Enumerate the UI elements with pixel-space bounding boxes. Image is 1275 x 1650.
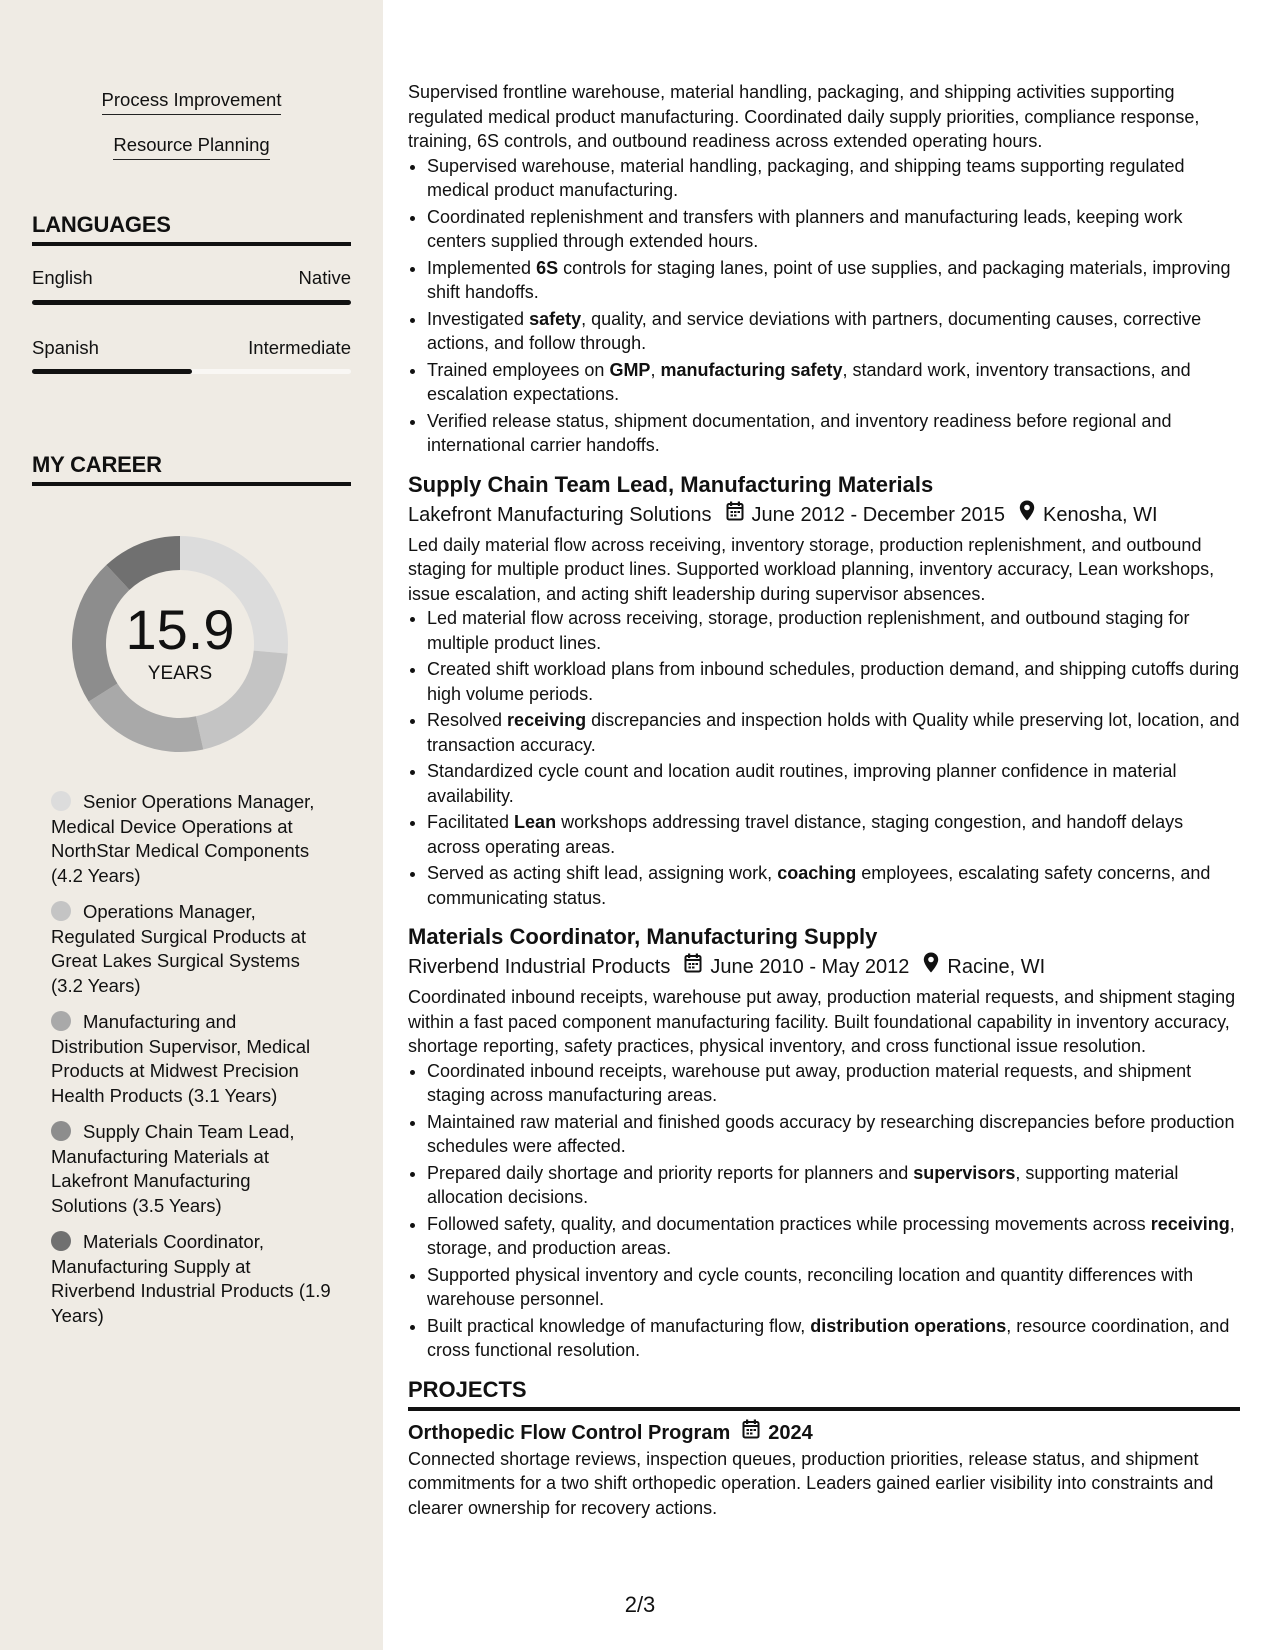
bullet-item: • Led material flow across receiving, storage, production replenishment, and outbound staging for multiple product lines.: [427, 606, 1240, 655]
project-description: Connected shortage reviews, inspection queues, production priorities, release status, and shipment commitments for a two shift orthopedic operation. Leaders gained earlier visibility into constraints and clearer ownership for recovery actions.: [408, 1448, 1214, 1518]
job-dates: June 2012 - December 2015: [751, 503, 1006, 526]
bullet-item: • Coordinated replenishment and transfers with planners and manufacturing leads, keeping work centers supplied through extended hours.: [427, 205, 1240, 254]
calendar-icon: [726, 500, 744, 530]
career-legend-item: Supply Chain Team Lead, Manufacturing Materials at Lakefront Manufacturing Solutions (3.5 Years): [51, 1121, 295, 1216]
legend-dot-icon: [51, 901, 71, 921]
bullet-item: • Supervised warehouse, material handling, packaging, and shipping teams supporting regulated medical product manufacturing.: [427, 154, 1240, 203]
job-location: Kenosha, WI: [1043, 503, 1158, 526]
job-bullets: [408, 1059, 1240, 1363]
bullet-item: • Built practical knowledge of manufacturing flow, distribution operations, resource coordination, and cross functional resolution.: [427, 1314, 1240, 1363]
role-summary: Supervised frontline warehouse, material handling, packaging, and shipping activities supporting regulated medical product manufacturing. Coordinated daily supply priorities, compliance response, training, 6S controls, and outbound readiness across extended operating hours.: [408, 82, 1200, 151]
bullet-item: • Created shift workload plans from inbound schedules, production demand, and shipping cutoffs during high volume periods.: [427, 657, 1240, 706]
language-row: [32, 337, 351, 359]
job-bullets: [408, 606, 1240, 910]
career-legend-item: Manufacturing and Distribution Supervisor, Medical Products at Midwest Precision Health Products (3.1 Years): [51, 1011, 311, 1106]
legend-dot-icon: [51, 1121, 71, 1141]
job-dates: June 2010 - May 2012: [710, 956, 910, 978]
language-name: English: [32, 267, 93, 288]
job-meta: [408, 500, 1240, 530]
job-title: Materials Coordinator, Manufacturing Supply: [408, 924, 878, 949]
location-pin-icon: [923, 952, 939, 982]
job-summary: Led daily material flow across receiving, inventory storage, production replenishment, and outbound staging for multiple product lines. Supported workload planning, inventory accuracy, Lean workshops, issue escalation, and acting shift leadership during supervisor absences.: [408, 534, 1215, 604]
job-location: Racine, WI: [947, 956, 1046, 978]
language-level: Native: [298, 267, 351, 288]
skill-item: Resource Planning: [0, 133, 383, 160]
career-heading: MY CAREER: [32, 452, 351, 486]
bullet-item: • Standardized cycle count and location audit routines, improving planner confidence in material availability.: [427, 759, 1240, 808]
legend-dot-icon: [51, 791, 71, 811]
bullet-item: • Supported physical inventory and cycle counts, reconciling location and quantity differences with warehouse personnel.: [427, 1263, 1240, 1312]
role-bullets: [408, 154, 1240, 458]
bullet-item: • Facilitated Lean workshops addressing travel distance, staging congestion, and handoff delays across operating areas.: [427, 810, 1240, 859]
location-pin-icon: [1019, 500, 1035, 530]
career-legend: [51, 790, 331, 1340]
bullet-item: • Verified release status, shipment documentation, and inventory readiness before regional and international carrier handoffs.: [427, 409, 1240, 458]
bullet-item: • Implemented 6S controls for staging lanes, point of use supplies, and packaging materials, improving shift handoffs.: [427, 256, 1240, 305]
bullet-item: • Resolved receiving discrepancies and inspection holds with Quality while preserving lot, location, and transaction accuracy.: [427, 708, 1240, 757]
language-level: Intermediate: [248, 337, 351, 358]
language-row: [32, 267, 351, 289]
bullet-item: • Maintained raw material and finished goods accuracy by researching discrepancies before production schedules were affected.: [427, 1110, 1240, 1159]
bullet-item: • Followed safety, quality, and documentation practices while processing movements across receiving, storage, and production areas.: [427, 1212, 1240, 1261]
career-legend-item: Senior Operations Manager, Medical Device Operations at NorthStar Medical Components (4.2 Years): [51, 791, 315, 886]
projects-heading: PROJECTS: [408, 1377, 1240, 1411]
main-content: [408, 0, 1240, 1520]
job-summary: Coordinated inbound receipts, warehouse put away, production material requests, and shipment staging within a fast paced component manufacturing facility. Built foundational capability in inventory accuracy, shortage reporting, safety practices, physical inventory, and cross functional issue resolution.: [408, 987, 1236, 1056]
job-title: Supply Chain Team Lead, Manufacturing Materials: [408, 471, 934, 497]
bullet-item: • Coordinated inbound receipts, warehouse put away, production material requests, and shipment staging across manufacturing areas.: [427, 1059, 1240, 1108]
bullet-item: • Served as acting shift lead, assigning work, coaching employees, escalating safety concerns, and communicating status.: [427, 861, 1240, 910]
legend-dot-icon: [51, 1011, 71, 1031]
project-name: Orthopedic Flow Control Program: [408, 1421, 731, 1444]
language-bar: [32, 369, 351, 374]
calendar-icon: [742, 1419, 760, 1447]
project-year: 2024: [768, 1421, 813, 1444]
language-bar: [32, 300, 351, 305]
legend-dot-icon: [51, 1231, 71, 1251]
skill-item: Process Improvement: [0, 88, 383, 115]
company-name: Lakefront Manufacturing Solutions: [408, 503, 712, 526]
career-donut-segment: [89, 684, 204, 752]
language-bar-fill: [32, 300, 351, 305]
career-years-label: YEARS: [147, 663, 213, 684]
project-header: [408, 1419, 1240, 1447]
company-name: Riverbend Industrial Products: [408, 956, 671, 978]
bullet-item: • Prepared daily shortage and priority reports for planners and supervisors, supporting material allocation decisions.: [427, 1161, 1240, 1210]
job-meta: [408, 952, 1240, 982]
sidebar: [0, 0, 383, 1650]
bullet-item: • Investigated safety, quality, and service deviations with partners, documenting causes, corrective actions, and follow through.: [427, 307, 1240, 356]
bullet-item: • Trained employees on GMP, manufacturing safety, standard work, inventory transactions, and escalation expectations.: [427, 358, 1240, 407]
career-legend-item: Materials Coordinator, Manufacturing Supply at Riverbend Industrial Products (1.9 Years): [51, 1231, 331, 1326]
calendar-icon: [684, 952, 702, 982]
languages-heading: LANGUAGES: [32, 212, 351, 246]
page-number: 2/3: [624, 1592, 656, 1617]
language-name: Spanish: [32, 337, 99, 358]
career-total-years: 15.9: [125, 598, 235, 661]
career-legend-item: Operations Manager, Regulated Surgical Products at Great Lakes Surgical Systems (3.2 Years): [51, 901, 307, 996]
language-bar-fill: [32, 369, 192, 374]
